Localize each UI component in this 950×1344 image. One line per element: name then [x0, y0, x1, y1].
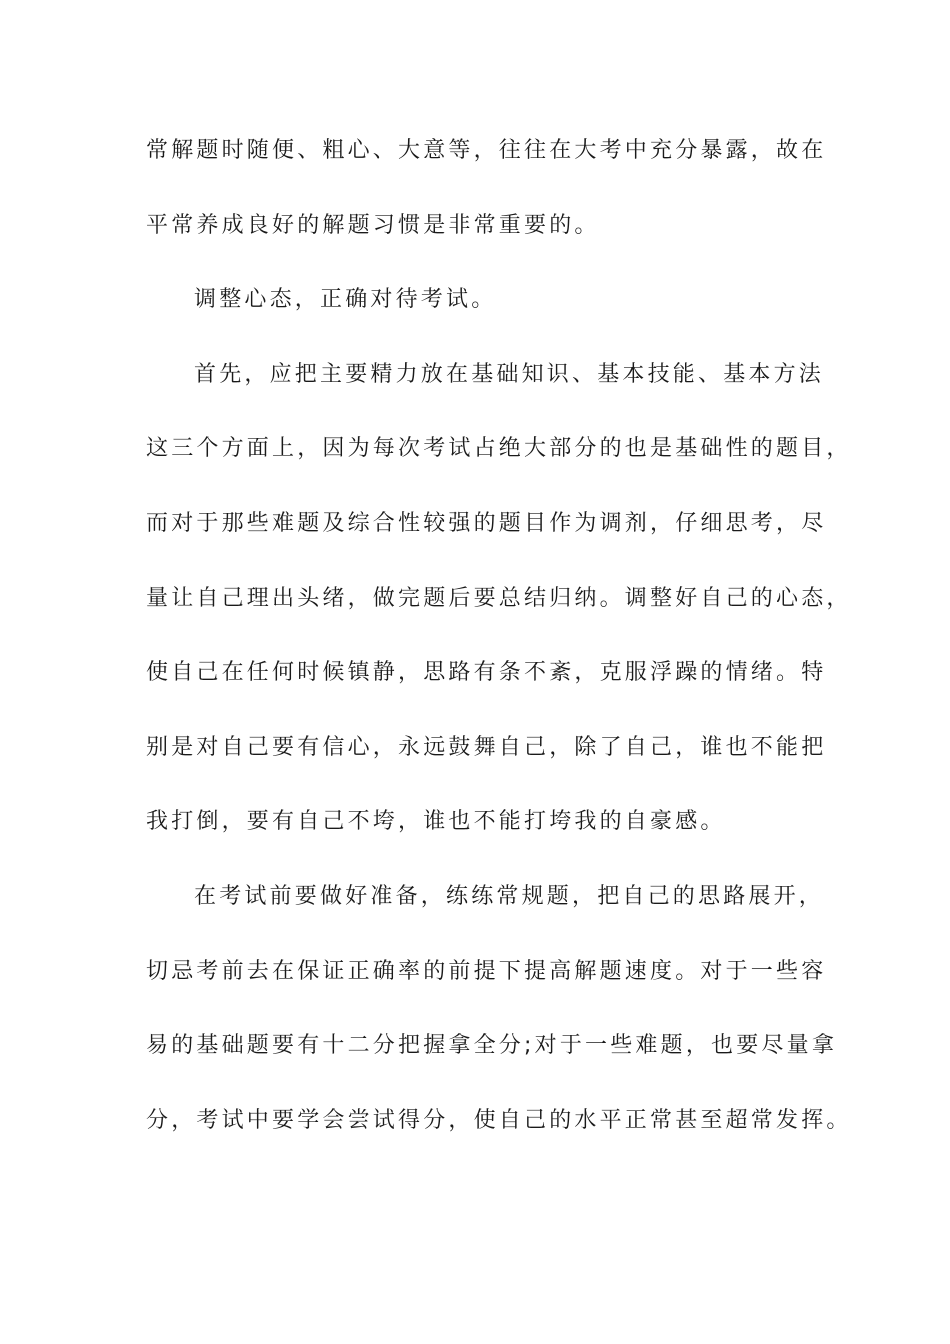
text-line: 分，考试中要学会尝试得分，使自己的水平正常甚至超常发挥。: [146, 1107, 852, 1133]
text-line: 而对于那些难题及综合性较强的题目作为调剂，仔细思考，尽: [146, 510, 827, 536]
text-line: 平常养成良好的解题习惯是非常重要的。: [146, 212, 600, 238]
text-line: 别是对自己要有信心，永远鼓舞自己，除了自己，谁也不能把: [146, 734, 827, 760]
text-line: 切忌考前去在保证正确率的前提下提高解题速度。对于一些容: [146, 958, 827, 984]
text-line: 使自己在任何时候镇静，思路有条不紊，克服浮躁的情绪。特: [146, 660, 827, 686]
section-heading: 调整心态，正确对待考试。: [194, 287, 497, 313]
body-text: [146, 127, 852, 1171]
paragraph-first-line: 首先，应把主要精力放在基础知识、基本技能、基本方法: [194, 361, 825, 387]
paragraph-first-line: 在考试前要做好准备，练练常规题，把自己的思路展开，: [194, 883, 825, 909]
text-line: 常解题时随便、粗心、大意等，往往在大考中充分暴露，故在: [146, 138, 827, 163]
text-line: 易的基础题要有十二分把握拿全分;对于一些难题，也要尽量拿: [146, 1033, 838, 1059]
text-line: 这三个方面上，因为每次考试占绝大部分的也是基础性的题目，: [146, 436, 852, 462]
text-line: 量让自己理出头绪，做完题后要总结归纳。调整好自己的心态，: [146, 585, 852, 611]
text-line: 我打倒，要有自己不垮，谁也不能打垮我的自豪感。: [146, 809, 726, 835]
